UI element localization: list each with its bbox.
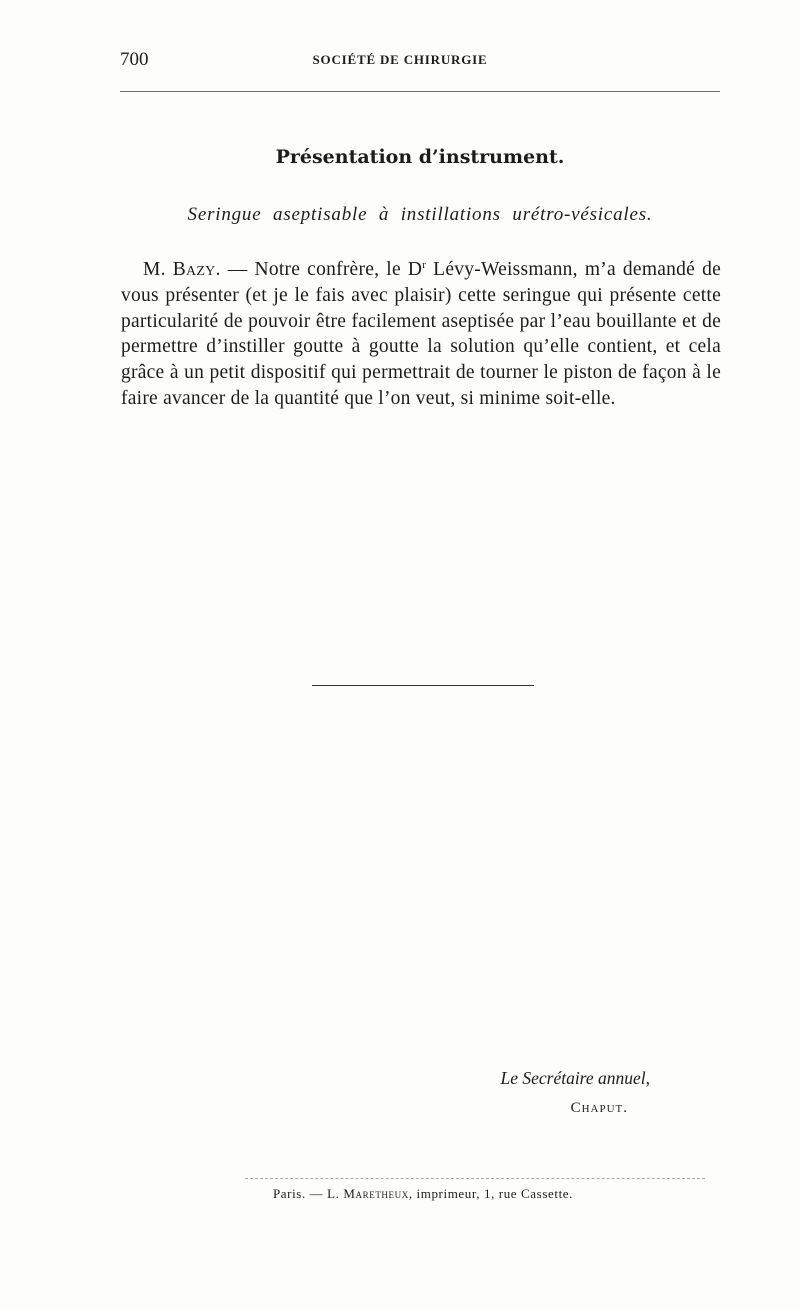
imprint-suffix: , imprimeur, 1, rue Cassette. xyxy=(408,1186,574,1201)
printer-imprint xyxy=(0,1186,800,1202)
text-after-title: Lévy-Weissmann, m’a demandé de vous présenter (et je le fais avec plaisir) cette seringue qui présente cette particularité de pouvoir être facilement aseptisée par l’eau bouillante et de permettre d’instiller goutte à goutte la solution qu’elle contient, et cela grâce à un petit dispositif qui permettrait de tourner le piston de façon à le faire avancer de la quantité que l’on veut, si minime soit-elle. xyxy=(121,259,721,409)
section-title: Présentation d’instrument. xyxy=(275,146,565,168)
signature-title: Le Secrétaire annuel, xyxy=(500,1068,650,1088)
page-number: 700 xyxy=(120,49,149,70)
text-before-title: Notre confrère, le D xyxy=(254,259,423,280)
speaker xyxy=(143,259,254,280)
body-paragraph xyxy=(121,257,721,412)
speaker-suffix: . — xyxy=(215,259,255,280)
imprint-prefix: Paris. — L. xyxy=(272,1186,344,1201)
title-superscript: r xyxy=(422,259,427,271)
speaker-name: Bazy xyxy=(172,259,216,280)
header-divider xyxy=(120,91,720,92)
signature-name: Chaput. xyxy=(570,1100,628,1116)
speaker-prefix: M. xyxy=(143,259,173,280)
footer-divider xyxy=(245,1178,705,1179)
body-text xyxy=(121,257,721,412)
imprint-printer-name: Maretheux xyxy=(343,1186,409,1201)
end-divider xyxy=(312,685,534,686)
running-title: SOCIÉTÉ DE CHIRURGIE xyxy=(312,52,488,67)
subtitle: Seringue aseptisable à instillations urétro-vésicales. xyxy=(187,204,653,225)
